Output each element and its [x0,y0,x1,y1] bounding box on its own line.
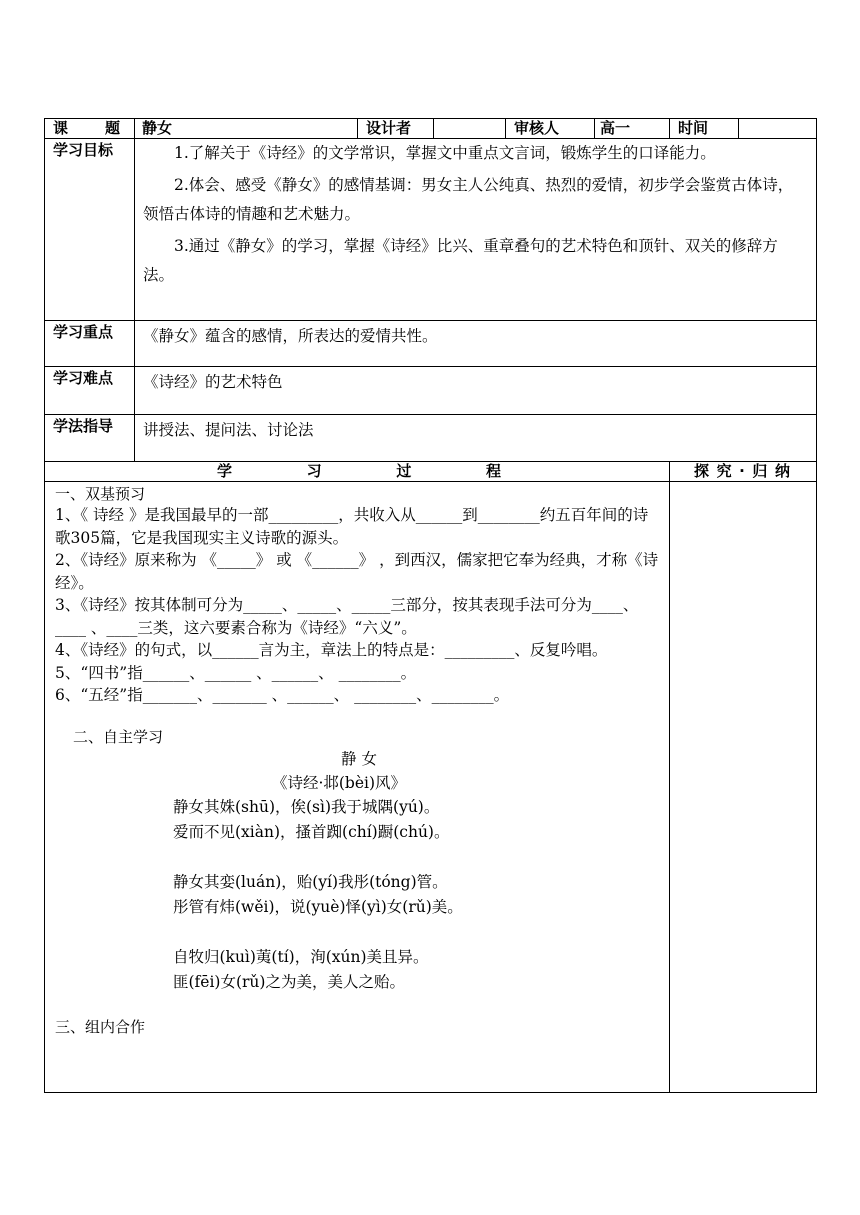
key-points-row [45,321,817,367]
explore-summary-cell [670,482,817,1093]
question-2: 2、《诗经》原来称为 《_____》 或 《______》 ，到西汉，儒家把它奉为经典，才称《诗经》。 [55,551,659,592]
difficulties-row [45,367,817,415]
section-1-heading: 一、双基预习 [55,485,146,503]
process-heading-char-1: 学 [217,462,233,480]
question-6: 6、“五经”指_______、_______ 、______、 ________、________。 [55,686,510,704]
lesson-plan-table [44,118,817,1093]
side-heading-char-3: · [739,462,745,480]
methods-text: 讲授法、提问法、讨论法 [135,415,817,462]
process-heading [45,462,670,482]
process-cell [45,482,670,1093]
poem-line-6: 匪(fēi)女(rǔ)之为美，美人之贻。 [173,972,405,991]
designer-value [434,119,506,139]
question-5: 5、“四书”指______、______ 、______、 ________。 [55,663,417,682]
topic-label-cell [45,119,135,139]
process-row [45,482,817,1093]
goal-item-3: 3.通过《静女》的学习，掌握《诗经》比兴、重章叠句的艺术特色和顶针、双关的修辞方法。 [143,237,778,284]
section-2-heading: 二、自主学习 [73,727,164,746]
poem-line-1: 静女其姝(shū)，俟(sì)我于城隅(yú)。 [173,797,440,816]
goals-row [45,139,817,321]
process-heading-char-2: 习 [306,462,322,480]
key-points-text: 《静女》蕴含的感情，所表达的爱情共性。 [135,321,817,367]
grade-value: 高一 [595,119,670,139]
goal-item-2: 2.体会、感受《静女》的感情基调：男女主人公纯真、热烈的爱情，初步学会鉴赏古体诗，领悟古体诗的情趣和艺术魅力。 [143,176,794,223]
topic-label-char-1: 课 [53,119,69,137]
poem-source: 《诗经·邶(bèi)风》 [271,773,407,792]
question-1: 1、《 诗经 》是我国最早的一部_________，共收入从______到________约五百年间的诗歌305篇，它是我国现实主义诗歌的源头。 [55,506,649,547]
poem-line-3: 静女其娈(luán)，贻(yí)我彤(tóng)管。 [173,872,448,891]
poem-line-4: 彤管有炜(wěi)，说(yuè)怿(yì)女(rǔ)美。 [173,897,463,916]
topic-value: 静女 [135,119,358,139]
question-4: 4、《诗经》的句式，以______言为主，章法上的特点是：_________、反复吟唱。 [55,641,608,659]
process-heading-char-4: 程 [485,462,501,480]
methods-label: 学法指导 [45,415,135,462]
goals-label: 学习目标 [45,139,135,321]
header-row [45,119,817,139]
goal-item-1: 1.了解关于《诗经》的文学常识，掌握文中重点文言词，锻炼学生的口译能力。 [174,144,716,162]
methods-row [45,415,817,462]
designer-label: 设计者 [358,119,434,139]
side-heading [670,462,817,482]
poem-title: 静 女 [341,749,377,768]
reviewer-label: 审核人 [506,119,595,139]
poem-line-5: 自牧归(kuì)荑(tí)，洵(xún)美且异。 [173,947,429,966]
process-heading-row [45,462,817,482]
time-label: 时间 [670,119,739,139]
side-heading-char-5: 纳 [774,462,790,480]
difficulties-text: 《诗经》的艺术特色 [135,367,817,415]
poem-line-2: 爱而不见(xiàn)，搔首踟(chí)蹰(chú)。 [173,822,450,841]
time-value [739,119,817,139]
side-heading-char-4: 归 [752,462,768,480]
difficulties-label: 学习难点 [45,367,135,415]
poem [55,747,663,995]
side-heading-char-1: 探 [694,462,710,480]
topic-label-char-2: 题 [104,119,120,137]
section-3-heading: 三、组内合作 [55,1017,146,1036]
side-heading-char-2: 究 [716,462,732,480]
key-points-label: 学习重点 [45,321,135,367]
process-heading-char-3: 过 [396,462,412,480]
goals-cell [135,139,817,321]
question-3: 3、《诗经》按其体制可分为_____、_____、_____三部分，按其表现手法可分为____、____ 、____三类，这六要素合称为《诗经》“六义”。 [55,596,639,637]
